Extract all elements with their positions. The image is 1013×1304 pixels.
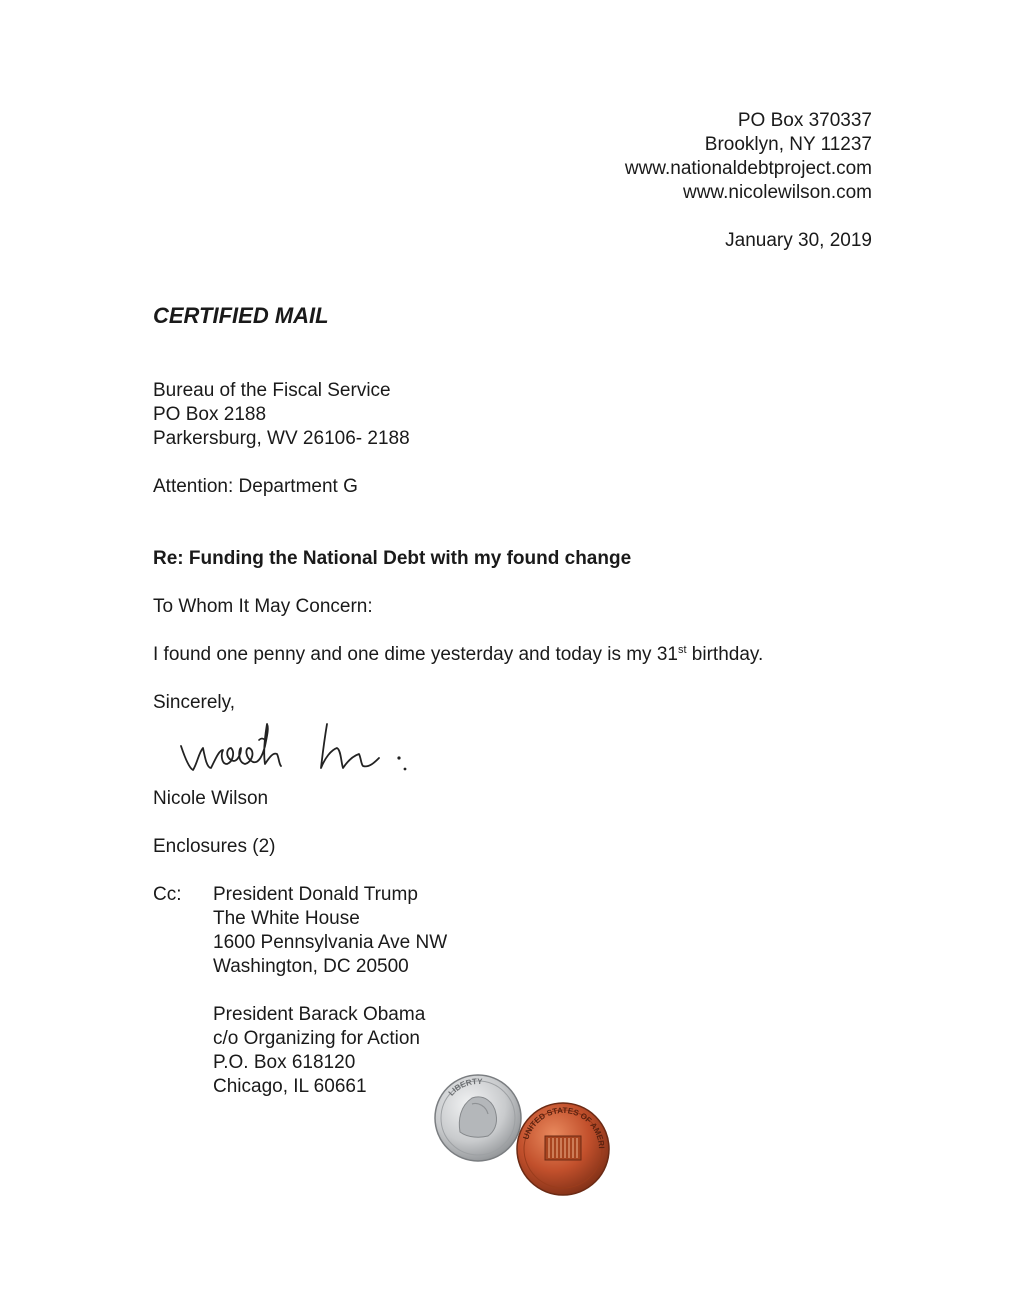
enclosures-note: Enclosures (2)	[153, 836, 276, 857]
attention-line: Attention: Department G	[153, 476, 358, 497]
recipient-line-3: Parkersburg, WV 26106- 2188	[153, 428, 410, 449]
penny-rim-text: UNITED STATES OF AMERICA	[427, 1063, 607, 1149]
letter-date: January 30, 2019	[725, 230, 872, 251]
closing: Sincerely,	[153, 692, 236, 713]
sender-website-2: www.nicolewilson.com	[682, 182, 872, 203]
signer-name: Nicole Wilson	[153, 788, 269, 809]
sender-address	[625, 109, 872, 205]
cc-label: Cc:	[153, 884, 182, 905]
cc-recipient-2-line-1: President Barack Obama	[213, 1004, 426, 1025]
body-text-start: I found one penny and one dime yesterday and today is my 31	[153, 644, 678, 665]
certified-mail-heading: CERTIFIED MAIL	[153, 303, 329, 328]
cc-recipient-1-line-4: Washington, DC 20500	[213, 956, 409, 977]
cc-recipient-2	[213, 1003, 425, 1099]
dime-rim-text: LIBERTY	[446, 1076, 483, 1098]
letter-body	[153, 643, 763, 667]
salutation: To Whom It May Concern:	[153, 596, 373, 617]
sender-line-1: PO Box 370337	[737, 110, 872, 131]
recipient-line-1: Bureau of the Fiscal Service	[153, 380, 391, 401]
cc-recipient-2-line-2: c/o Organizing for Action	[213, 1028, 420, 1049]
cc-recipient-1-line-3: 1600 Pennsylvania Ave NW	[213, 932, 448, 953]
sender-line-2: Brooklyn, NY 11237	[704, 134, 872, 155]
sender-website-1: www.nationaldebtproject.com	[624, 158, 872, 179]
cc-recipient-1-line-2: The White House	[213, 908, 360, 929]
cc-recipient-2-line-3: P.O. Box 618120	[213, 1052, 356, 1073]
coins-photo	[427, 1063, 620, 1205]
ordinal-suffix: st	[677, 644, 687, 656]
cc-recipient-1	[213, 883, 447, 979]
cc-recipient-1-line-1: President Donald Trump	[213, 884, 418, 905]
body-text-end: birthday.	[686, 644, 764, 665]
subject-line: Re: Funding the National Debt with my found change	[153, 548, 632, 569]
recipient-line-2: PO Box 2188	[153, 404, 267, 425]
cc-recipient-2-line-4: Chicago, IL 60661	[213, 1076, 367, 1097]
recipient-address	[153, 379, 410, 451]
dime-coin	[435, 1075, 521, 1161]
handwritten-signature	[175, 718, 415, 780]
